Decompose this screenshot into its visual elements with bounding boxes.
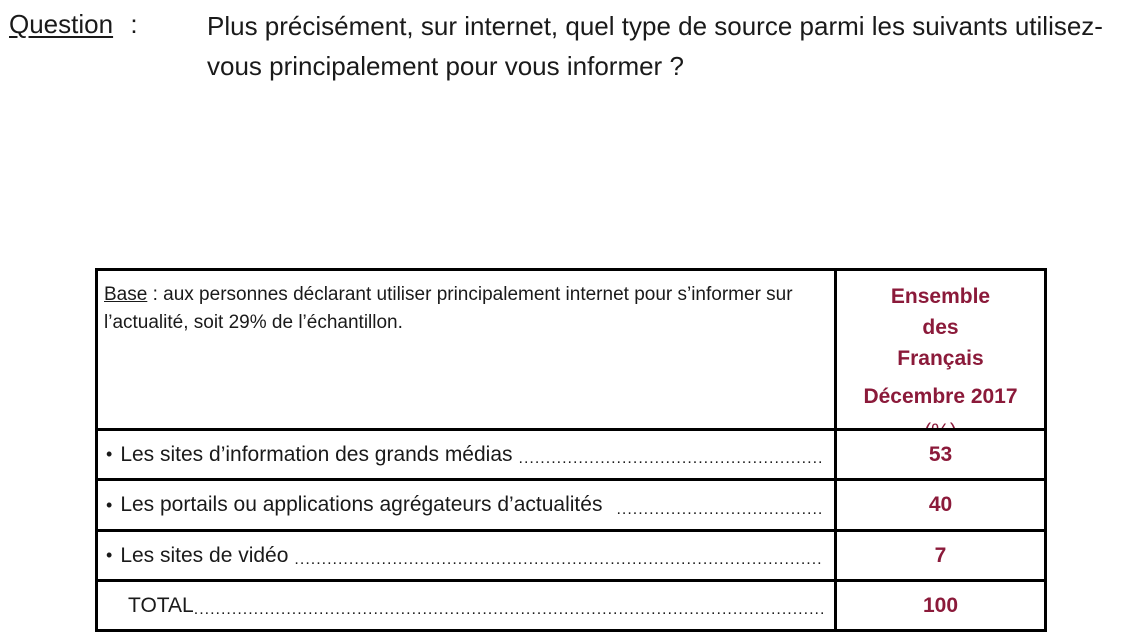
row-label (106, 532, 824, 579)
row-label-text: Les sites d’information des grands médias (120, 442, 513, 466)
question-separator: : (130, 9, 138, 39)
question-text: Plus précisément, sur internet, quel type de source parmi les suivants utilisez-vous principalement pour vous informer ? (207, 11, 1103, 81)
column-header-date: Décembre 2017 (863, 385, 1018, 408)
row-label-text: Les portails ou applications agrégateurs d’actualités (120, 493, 603, 516)
total-label (106, 582, 824, 629)
row-label-cell (98, 529, 837, 579)
row-value: 53 (928, 442, 953, 466)
row-label-cell (98, 478, 837, 529)
table-row (98, 428, 1044, 478)
column-header (837, 281, 1044, 447)
base-label: Base (104, 284, 148, 305)
base-note (104, 281, 804, 337)
row-label (106, 431, 824, 478)
total-value-cell (837, 579, 1044, 629)
table-total-row (98, 579, 1044, 629)
total-value: 100 (922, 593, 959, 617)
question-word: Question (9, 9, 114, 39)
bullet-icon: • (106, 545, 113, 565)
base-description: : aux personnes déclarant utiliser principalement internet pour s’informer sur l’actualité, soit 29% de l’échantillon. (104, 284, 793, 333)
table-row (98, 529, 1044, 579)
results-table (95, 268, 1047, 632)
row-value-cell (837, 478, 1044, 529)
bullet-icon: • (106, 494, 113, 515)
row-value: 40 (928, 493, 953, 516)
row-value-cell (837, 428, 1044, 478)
column-header-population: Ensemble des Français (890, 285, 991, 370)
base-cell (98, 271, 837, 428)
total-label-cell (98, 579, 837, 629)
dot-leader (294, 551, 824, 579)
row-value: 7 (934, 543, 947, 567)
question-label (9, 6, 138, 42)
dot-leader (519, 450, 824, 478)
table-row (98, 478, 1044, 529)
bullet-icon: • (106, 444, 113, 464)
row-label-cell (98, 428, 837, 478)
row-label-text: Les sites de vidéo (120, 543, 289, 567)
row-value-cell (837, 529, 1044, 579)
dot-leader (616, 501, 824, 529)
row-label (106, 481, 824, 529)
column-header-cell (837, 271, 1044, 428)
total-label-text: TOTAL (128, 593, 194, 617)
dot-leader (194, 601, 824, 629)
table-header-row (98, 271, 1044, 428)
